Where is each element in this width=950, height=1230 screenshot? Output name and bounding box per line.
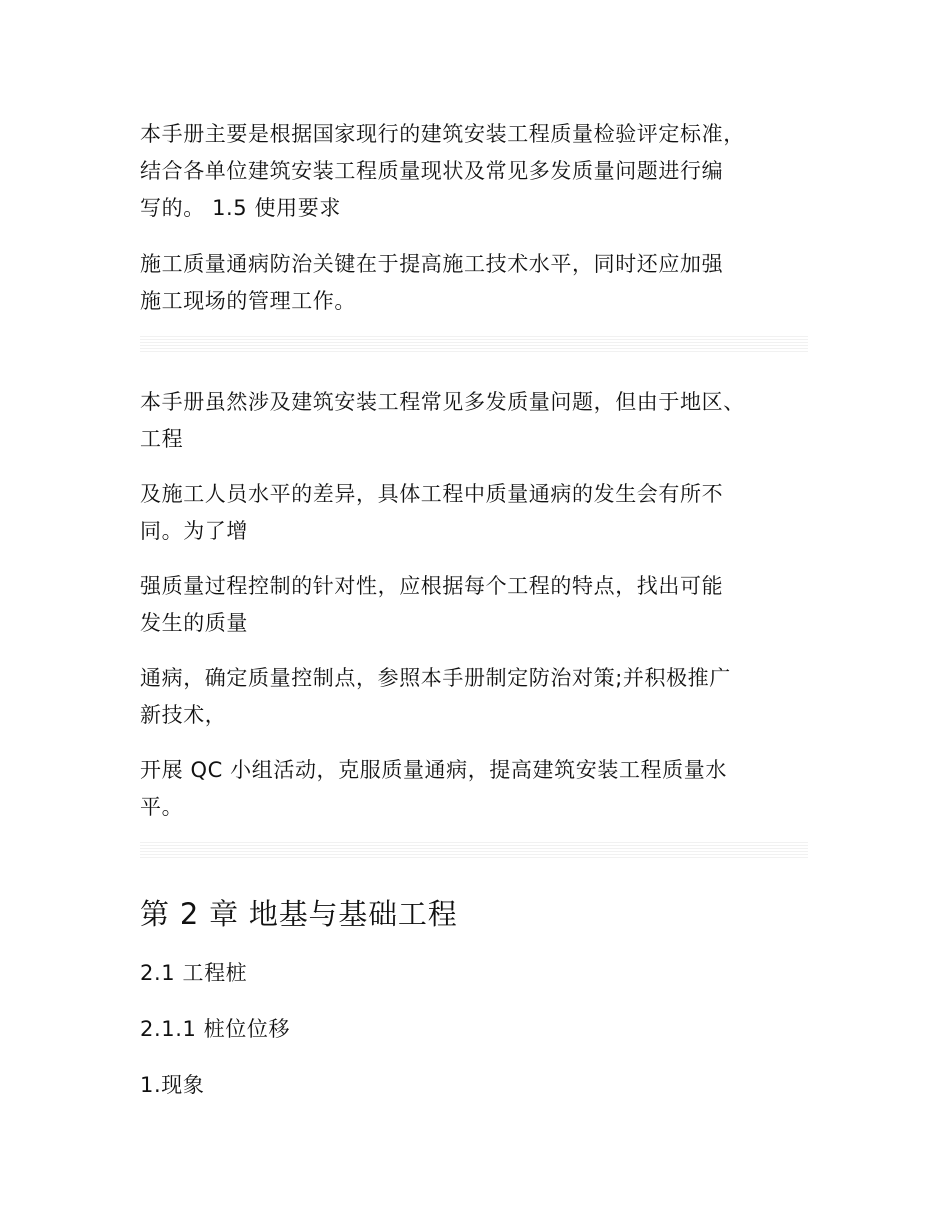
text-line: 同。为了增: [140, 519, 248, 543]
text-line: 本手册主要是根据国家现行的建筑安装工程质量检验评定标准，: [140, 122, 745, 146]
section-heading: 2.1 工程桩: [140, 961, 248, 985]
text-line: 工程: [140, 427, 184, 451]
paragraph-handbook-basis: [140, 116, 820, 227]
text-line: 施工质量通病防治关键在于提高施工技术水平，同时还应加强: [140, 252, 724, 276]
section-divider: [140, 336, 808, 354]
item-heading: 1.现象: [140, 1073, 205, 1097]
paragraph-process-control: [140, 568, 820, 642]
paragraph-regional-difference: [140, 384, 820, 458]
text-line: 及施工人员水平的差异，具体工程中质量通病的发生会有所不: [140, 482, 724, 506]
paragraph-personnel-level: [140, 476, 820, 550]
text-line: 通病，确定质量控制点，参照本手册制定防治对策;并积极推广: [140, 666, 731, 690]
paragraph-control-points: [140, 660, 820, 734]
subsection-heading: 2.1.1 桩位位移: [140, 1017, 291, 1041]
text-line: 开展 QC 小组活动，克服质量通病，提高建筑安装工程质量水: [140, 758, 727, 782]
text-line: 本手册虽然涉及建筑安装工程常见多发质量问题，但由于地区、: [140, 390, 745, 414]
text-line: 施工现场的管理工作。: [140, 289, 356, 313]
paragraph-qc-activities: [140, 752, 820, 826]
chapter-title: 第 2 章 地基与基础工程: [140, 897, 458, 931]
text-line: 新技术，: [140, 703, 227, 727]
paragraph-prevention-key: [140, 246, 820, 320]
text-line: 强质量过程控制的针对性，应根据每个工程的特点，找出可能: [140, 574, 724, 598]
section-divider: [140, 842, 808, 860]
text-line: 平。: [140, 795, 184, 819]
text-line: 发生的质量: [140, 611, 248, 635]
text-line: 结合各单位建筑安装工程质量现状及常见多发质量问题进行编: [140, 159, 724, 183]
text-line: 写的。 1.5 使用要求: [140, 196, 341, 220]
